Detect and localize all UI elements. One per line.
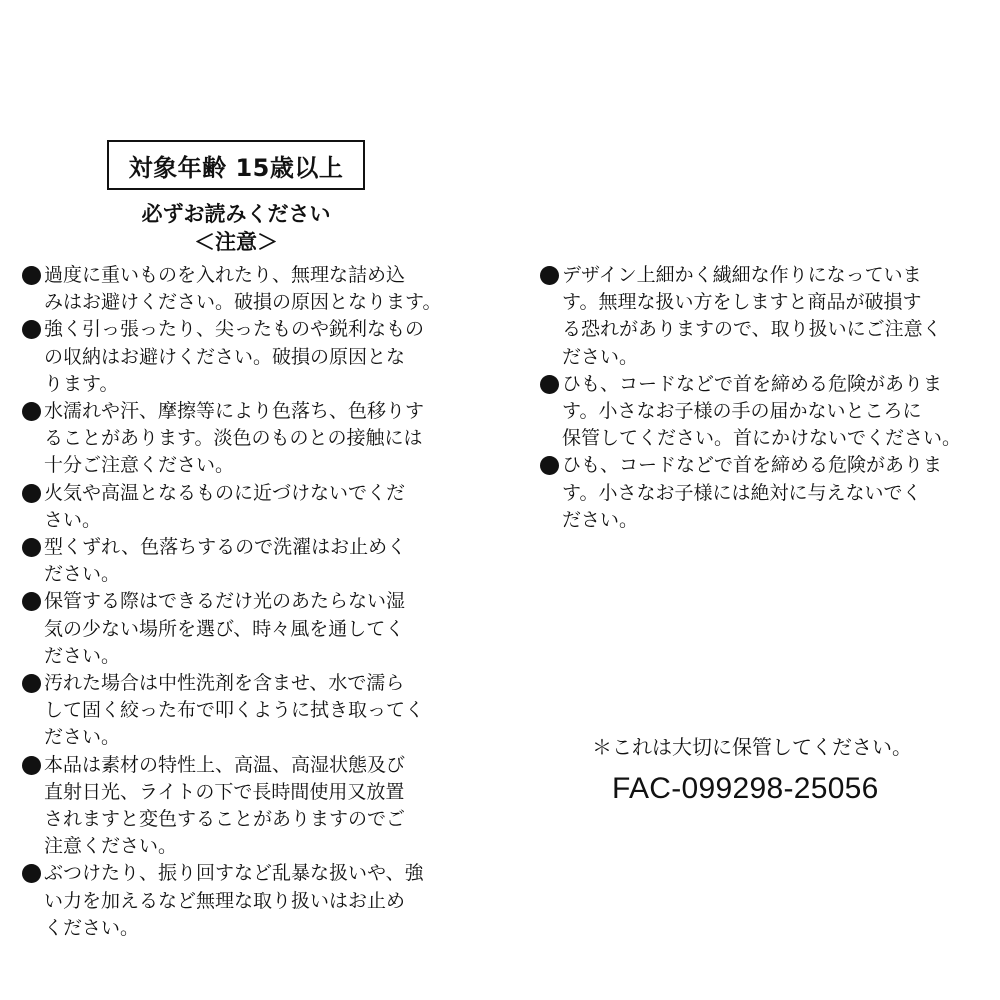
keep-note: ＊これは大切に保管してください。 (592, 735, 912, 759)
bullet-dot-icon (540, 375, 559, 394)
caution-note-text: 火気や高温となるものに近づけないでくだ さい。 (44, 481, 406, 531)
caution-note-text: 水濡れや汗、摩擦等により色落ち、色移りす ることがあります。淡色のものとの接触には 十分ご注意ください。 (44, 400, 425, 477)
age-rating-box: 対象年齢 15歳以上 (107, 140, 365, 190)
caution-note (22, 480, 462, 534)
caution-note (22, 752, 462, 861)
bullet-dot-icon (22, 402, 41, 421)
caution-note-text: 強く引っ張ったり、尖ったものや鋭利なもの の収納はお避けください。破損の原因とな ります。 (44, 318, 425, 395)
right-caution-list (540, 262, 980, 534)
bullet-dot-icon (22, 484, 41, 503)
caution-note-text: デザイン上細かく繊細な作りになっていま す。無理な扱い方をしますと商品が破損す る恐れがありますので、取り扱いにご注意く ださい。 (562, 264, 942, 368)
bullet-dot-icon (22, 756, 41, 775)
bullet-dot-icon (22, 266, 41, 285)
caution-heading: ＜注意＞ (194, 230, 278, 254)
bullet-dot-icon (22, 320, 41, 339)
caution-note (22, 316, 462, 398)
bullet-dot-icon (22, 674, 41, 693)
caution-note (22, 262, 462, 316)
caution-note-text: 本品は素材の特性上、高温、高湿状態及び 直射日光、ライトの下で長時間使用又放置 されますと変色することがありますのでご 注意ください。 (44, 753, 406, 858)
caution-note-text: ぶつけたり、振り回すなど乱暴な扱いや、強 い力を加えるなど無理な取り扱いはお止め ください。 (44, 862, 424, 939)
must-read-heading: 必ずお読みください (141, 202, 331, 226)
bullet-dot-icon (22, 592, 41, 611)
caution-note-text: 型くずれ、色落ちするので洗濯はお止めく ださい。 (44, 536, 407, 586)
bullet-dot-icon (540, 456, 559, 475)
caution-note (22, 398, 462, 480)
bullet-dot-icon (540, 266, 559, 285)
caution-note (22, 860, 462, 942)
caution-note-text: 汚れた場合は中性洗剤を含ませ、水で濡ら して固く絞った布で叩くように拭き取ってく ださい。 (44, 672, 425, 749)
caution-note-text: ひも、コードなどで首を締める危険がありま す。小さなお子様の手の届かないところに 保管してください。首にかけないでください。 (562, 372, 962, 450)
caution-note-text: ひも、コードなどで首を締める危険がありま す。小さなお子様には絶対に与えないでく ださい。 (562, 454, 943, 531)
caution-note (540, 262, 980, 371)
bullet-dot-icon (22, 864, 41, 883)
product-code: FAC-099298-25056 (612, 772, 879, 805)
caution-note (22, 588, 462, 670)
caution-note-text: 保管する際はできるだけ光のあたらない湿 気の少ない場所を選び、時々風を通してく ださい。 (44, 590, 406, 667)
caution-note (22, 670, 462, 752)
bullet-dot-icon (22, 538, 41, 557)
caution-note-text: 過度に重いものを入れたり、無理な詰め込 みはお避けください。破損の原因となります。 (44, 264, 442, 314)
caution-note (540, 371, 980, 453)
caution-note (22, 534, 462, 588)
left-caution-list (22, 262, 462, 942)
caution-note (540, 452, 980, 534)
